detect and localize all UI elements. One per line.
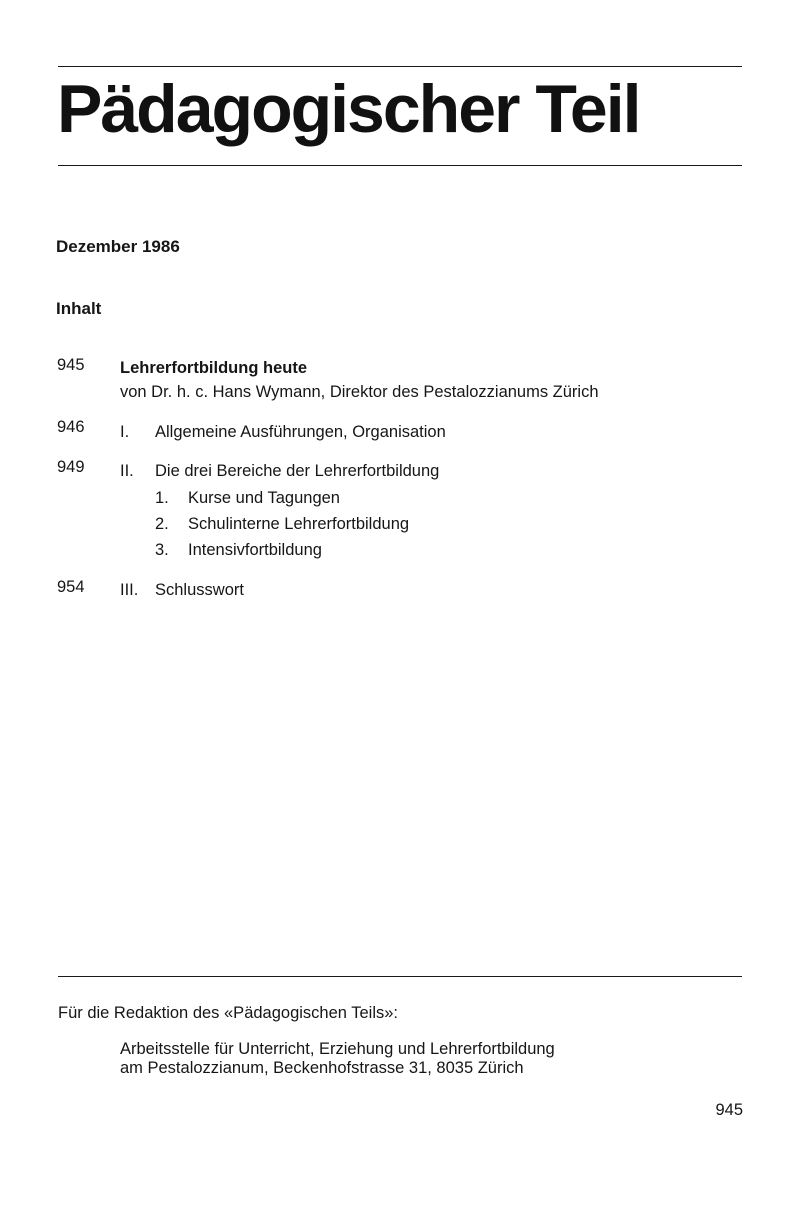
toc-section-1-title: Allgemeine Ausführungen, Organisation <box>155 423 446 441</box>
toc-subsection-3-title: Intensivfortbildung <box>188 541 322 559</box>
toc-section-3-numeral: III. <box>120 581 139 599</box>
toc-section-2-title: Die drei Bereiche der Lehrerfortbildung <box>155 462 440 480</box>
issue-date: Dezember 1986 <box>56 237 180 256</box>
editorial-note: Für die Redaktion des «Pädagogischen Teils»: <box>58 1004 398 1022</box>
toc-section-3-page: 954 <box>57 578 85 596</box>
contents-heading: Inhalt <box>56 299 102 318</box>
toc-subsection-3-number: 3. <box>155 541 169 559</box>
toc-subsection-2-number: 2. <box>155 515 169 533</box>
toc-main-author: von Dr. h. c. Hans Wymann, Direktor des Pestalozzianums Zürich <box>120 383 599 401</box>
toc-subsection-2-title: Schulinterne Lehrerfortbildung <box>188 515 410 533</box>
page-title: Pädagogischer Teil <box>57 71 640 147</box>
toc-subsection-1-number: 1. <box>155 489 169 507</box>
editorial-address-line-1: Arbeitsstelle für Unterricht, Erziehung und Lehrerfortbildung <box>120 1040 555 1058</box>
page-number: 945 <box>715 1101 743 1119</box>
toc-section-1-page: 946 <box>57 418 85 436</box>
title-bottom-rule <box>58 165 742 166</box>
title-top-rule <box>58 66 742 67</box>
toc-section-3-title: Schlusswort <box>155 581 244 599</box>
editorial-address-line-2: am Pestalozzianum, Beckenhofstrasse 31, 8035 Zürich <box>120 1059 524 1077</box>
toc-section-2-page: 949 <box>57 458 85 476</box>
toc-main-title: Lehrerfortbildung heute <box>120 359 307 377</box>
toc-main-page: 945 <box>57 356 85 374</box>
footer-rule <box>58 976 742 977</box>
toc-section-1-numeral: I. <box>120 423 130 441</box>
toc-subsection-1-title: Kurse und Tagungen <box>188 489 340 507</box>
toc-section-2-numeral: II. <box>120 462 134 480</box>
